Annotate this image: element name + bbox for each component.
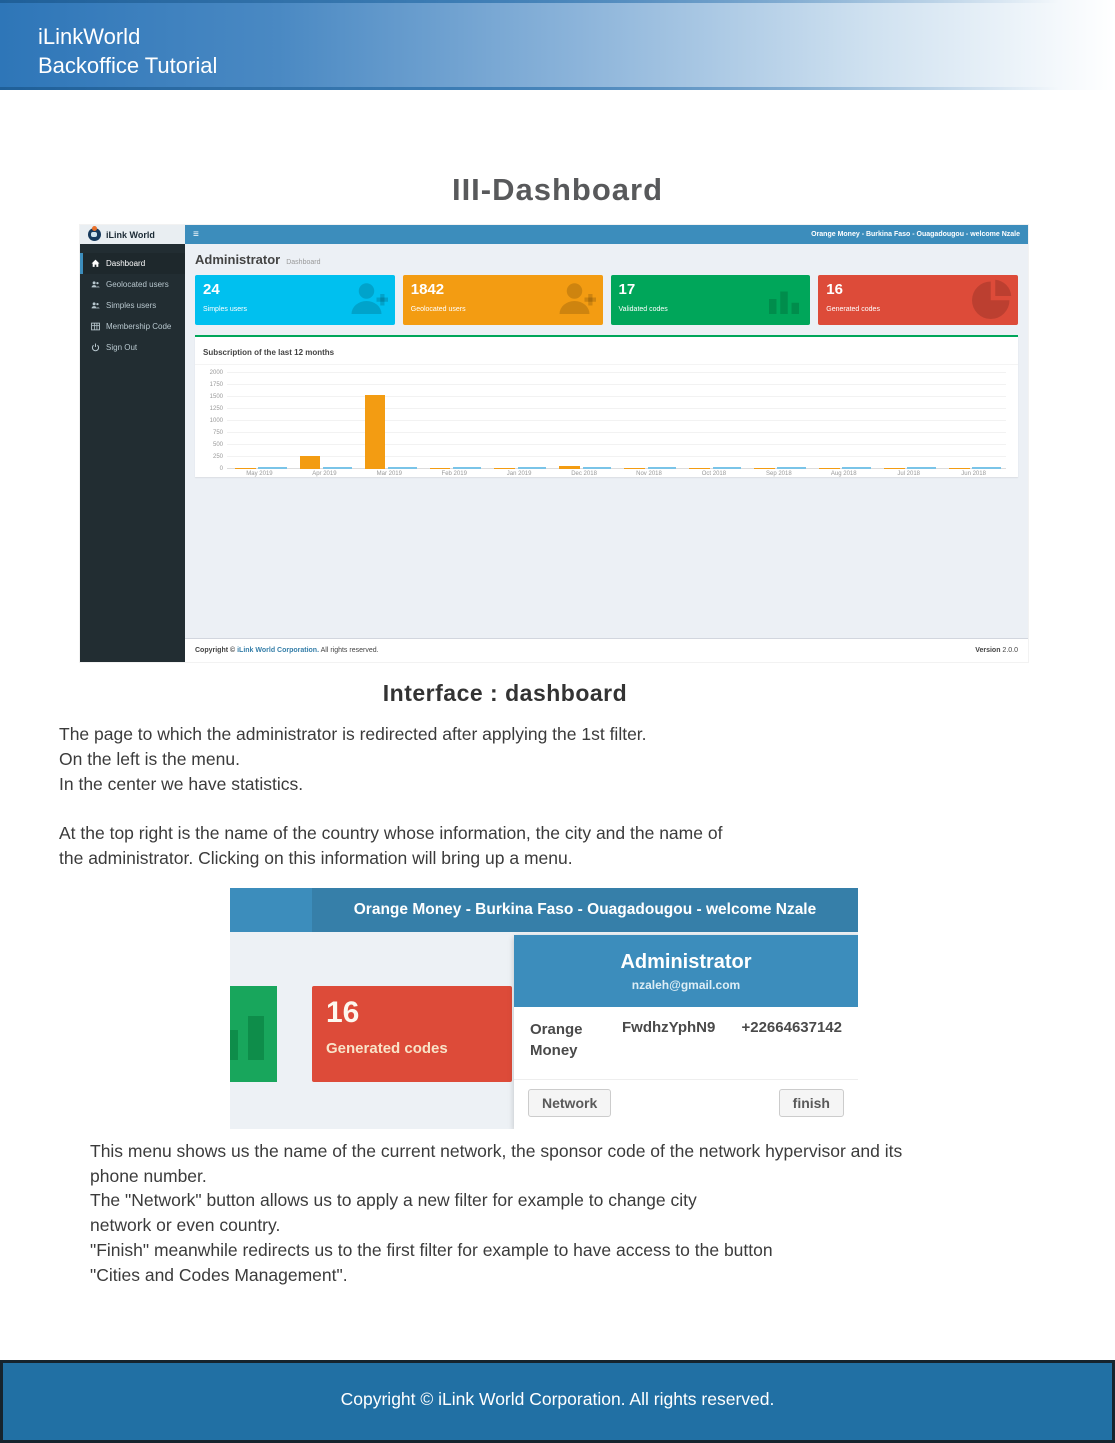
chart-slot-oct-2018 xyxy=(681,373,746,469)
ilink-globe-logo-icon xyxy=(88,228,101,241)
dashboard-footer xyxy=(185,638,1028,662)
x-axis-tick-label: Apr 2019 xyxy=(312,471,337,477)
bar-orange-bars xyxy=(300,456,321,469)
bar-orange-bars xyxy=(689,468,710,470)
bar-blue-bars xyxy=(648,467,677,469)
bar-chart xyxy=(209,370,1006,472)
bar-blue-bars xyxy=(258,467,287,469)
copyright-pre: Copyright © xyxy=(195,647,238,654)
y-axis-tick-label: 1750 xyxy=(209,382,223,388)
sidebar xyxy=(80,244,185,662)
home-icon xyxy=(91,259,100,268)
paragraph-2-line-1: At the top right is the name of the country whose information, the city and the name of xyxy=(59,823,723,843)
phone-number: +22664637142 xyxy=(741,1019,842,1036)
navbar xyxy=(80,225,1028,244)
x-axis-tick-label: Dec 2018 xyxy=(571,471,597,477)
bar-blue-bars xyxy=(972,467,1001,469)
header-line2: Backoffice Tutorial xyxy=(38,53,218,78)
y-axis-tick-label: 500 xyxy=(212,442,223,448)
bar-blue-bars xyxy=(323,467,352,469)
paragraph-2-line-2: the administrator. Clicking on this information will bring up a menu. xyxy=(59,848,573,868)
paragraph-3-line-6: "Cities and Codes Management". xyxy=(90,1264,348,1285)
stat-value: 17 xyxy=(618,281,636,298)
copyright-text xyxy=(195,647,379,654)
breadcrumb: Dashboard xyxy=(286,259,321,266)
chart-box xyxy=(195,335,1018,477)
navbar-main xyxy=(185,225,1028,244)
bar-orange-bars xyxy=(624,468,645,470)
paragraph-3-line-5: "Finish" meanwhile redirects us to the first filter for example to have access to the button xyxy=(90,1239,773,1260)
sidebar-item-label: Simples users xyxy=(106,301,157,310)
navbar-user-menu-toggle[interactable] xyxy=(312,888,858,932)
bar-chart-icon xyxy=(248,1016,264,1060)
stat-card-simples-users xyxy=(195,275,395,325)
bar-orange-bars xyxy=(559,466,580,469)
x-axis-tick-label: Nov 2018 xyxy=(636,471,662,477)
bar-orange-bars xyxy=(235,468,256,470)
dashboard-screenshot xyxy=(80,225,1028,662)
bar-chart-icon xyxy=(230,1030,238,1060)
bar-blue-bars xyxy=(713,467,742,469)
dropdown-header xyxy=(514,935,858,1007)
x-axis-tick-label: Oct 2018 xyxy=(701,471,727,477)
bar-orange-bars xyxy=(819,468,840,470)
network-name: Orange Money xyxy=(530,1021,583,1059)
table-icon xyxy=(91,322,100,331)
brand-name: iLink World xyxy=(106,229,155,240)
finish-button[interactable]: finish xyxy=(779,1089,844,1117)
generated-codes-card xyxy=(312,986,512,1082)
paragraph-1 xyxy=(59,722,647,797)
y-axis-tick-label: 1500 xyxy=(209,394,223,400)
user-menu-screenshot xyxy=(230,888,858,1129)
dropdown-footer xyxy=(514,1079,858,1126)
user-dropdown-menu xyxy=(514,935,858,1129)
bar-blue-bars xyxy=(907,467,936,469)
stat-label: Geolocated users xyxy=(410,306,466,313)
bar-orange-bars xyxy=(365,395,386,469)
stat-value: 16 xyxy=(826,281,843,298)
sidebar-item-membership-code[interactable] xyxy=(80,316,185,337)
paragraph-1-line-3: In the center we have statistics. xyxy=(59,774,304,794)
document-footer xyxy=(0,1360,1115,1443)
chart-x-axis-labels xyxy=(227,471,1006,477)
document-header xyxy=(0,0,1115,90)
page-heading xyxy=(195,252,1018,267)
stat-label: Generated codes xyxy=(326,1040,448,1057)
y-axis-tick-label: 0 xyxy=(219,466,223,472)
bar-orange-bars xyxy=(754,468,775,470)
y-axis-tick-label: 250 xyxy=(212,454,223,460)
sidebar-item-sign-out[interactable] xyxy=(80,337,185,358)
menu-body xyxy=(230,932,858,1129)
bar-blue-bars xyxy=(842,467,871,469)
x-axis-tick-label: Jul 2018 xyxy=(897,471,921,477)
paragraph-1-line-1: The page to which the administrator is redirected after applying the 1st filter. xyxy=(59,724,647,744)
page-title: Administrator xyxy=(195,252,281,267)
version-value: 2.0.0 xyxy=(1000,647,1018,654)
chart-slot-aug-2018 xyxy=(811,373,876,469)
sponsor-code: FwdhzYphN9 xyxy=(622,1019,716,1036)
main-content xyxy=(185,244,1028,662)
sidebar-item-label: Geolocated users xyxy=(106,280,169,289)
network-button[interactable]: Network xyxy=(528,1089,611,1117)
bar-blue-bars xyxy=(518,467,547,469)
chart-slot-jan-2019 xyxy=(487,373,552,469)
menu-navbar xyxy=(230,888,858,932)
dropdown-email: nzaleh@gmail.com xyxy=(631,978,741,992)
navbar-user-info[interactable]: Orange Money - Burkina Faso - Ouagadougou - welcome Nzale xyxy=(811,231,1020,238)
paragraph-2 xyxy=(59,821,722,871)
sidebar-item-geolocated-users[interactable] xyxy=(80,274,185,295)
chart-slot-jul-2018 xyxy=(876,373,941,469)
corporation-link[interactable]: iLink World Corporation. xyxy=(237,647,320,654)
bar-blue-bars xyxy=(388,467,417,469)
x-axis-tick-label: Aug 2018 xyxy=(830,471,857,477)
y-axis-tick-label: 750 xyxy=(212,430,223,436)
x-axis-tick-label: Sep 2018 xyxy=(765,471,792,477)
x-axis-tick-label: Feb 2019 xyxy=(441,471,467,477)
bar-orange-bars xyxy=(494,468,515,470)
users-icon xyxy=(91,301,100,310)
y-axis-tick-label: 1250 xyxy=(209,406,223,412)
stat-card-validated-codes xyxy=(611,275,811,325)
bar-blue-bars xyxy=(777,467,806,469)
footer-copyright: Copyright © iLink World Corporation. All rights reserved. xyxy=(340,1389,775,1409)
version-label: Version xyxy=(975,647,1001,654)
stat-label: Validated codes xyxy=(618,306,668,313)
chart-title: Subscription of the last 12 months xyxy=(203,348,335,357)
x-axis-tick-label: Jan 2019 xyxy=(506,471,532,477)
paragraph-1-line-2: On the left is the menu. xyxy=(59,749,240,769)
power-icon xyxy=(91,343,100,352)
copyright-post: All rights reserved. xyxy=(319,647,379,654)
hamburger-icon[interactable]: ≡ xyxy=(193,228,199,240)
chart-slot-dec-2018 xyxy=(552,373,617,469)
stat-card-generated-codes xyxy=(818,275,1018,325)
bar-chart-icon xyxy=(764,279,804,319)
navbar-user-info[interactable]: Orange Money - Burkina Faso - Ouagadougou - welcome Nzale xyxy=(353,901,817,918)
sidebar-item-label: Membership Code xyxy=(106,322,172,331)
bar-blue-bars xyxy=(583,467,612,469)
y-axis-tick-label: 1000 xyxy=(209,418,223,424)
bar-orange-bars xyxy=(884,468,905,470)
user-plus-icon xyxy=(349,279,389,319)
brand-logo-area[interactable] xyxy=(80,225,185,244)
chart-header xyxy=(195,337,1018,365)
chart-slot-feb-2019 xyxy=(422,373,487,469)
stat-value: 1842 xyxy=(410,281,445,298)
sidebar-item-dashboard[interactable] xyxy=(80,253,185,274)
header-line1: iLinkWorld xyxy=(38,24,141,49)
sidebar-item-simples-users[interactable] xyxy=(80,295,185,316)
sidebar-item-label: Sign Out xyxy=(106,343,138,352)
paragraph-3 xyxy=(90,1139,902,1287)
dashboard-body xyxy=(80,244,1028,662)
x-axis-tick-label: Mar 2019 xyxy=(376,471,402,477)
bar-orange-bars xyxy=(949,468,970,470)
validated-codes-card-fragment xyxy=(230,986,277,1082)
user-plus-icon xyxy=(557,279,597,319)
stat-card-geolocated-users xyxy=(403,275,603,325)
chart-slot-apr-2019 xyxy=(292,373,357,469)
paragraph-3-line-3: The "Network" button allows us to apply a new filter for example to change city xyxy=(90,1190,697,1211)
pie-chart-icon xyxy=(972,279,1012,319)
section-title: III-Dashboard xyxy=(451,172,664,207)
paragraph-3-line-2: phone number. xyxy=(90,1165,207,1186)
dropdown-network-row xyxy=(514,1007,858,1079)
bar-blue-bars xyxy=(453,467,482,469)
chart-slot-jun-2018 xyxy=(941,373,1006,469)
stat-value: 24 xyxy=(203,281,220,298)
interface-subtitle: Interface : dashboard xyxy=(382,680,628,706)
x-axis-tick-label: Jun 2018 xyxy=(961,471,986,477)
stat-cards-row xyxy=(195,275,1018,325)
users-icon xyxy=(91,280,100,289)
dropdown-title: Administrator xyxy=(620,951,752,973)
stat-value: 16 xyxy=(326,996,360,1029)
y-axis-tick-label: 2000 xyxy=(209,370,223,376)
chart-slot-sep-2018 xyxy=(746,373,811,469)
chart-slot-mar-2019 xyxy=(357,373,422,469)
paragraph-3-line-4: network or even country. xyxy=(90,1215,281,1236)
x-axis-tick-label: May 2019 xyxy=(246,471,273,477)
version-text xyxy=(975,647,1018,654)
stat-label: Generated codes xyxy=(826,306,880,313)
paragraph-3-line-1: This menu shows us the name of the current network, the sponsor code of the network hypervisor and its xyxy=(90,1141,903,1161)
stat-label: Simples users xyxy=(203,306,247,313)
sidebar-item-label: Dashboard xyxy=(106,259,146,268)
chart-slot-may-2019 xyxy=(227,373,292,469)
navbar-left-segment xyxy=(230,888,312,932)
chart-slot-nov-2018 xyxy=(617,373,682,469)
bar-orange-bars xyxy=(430,468,451,470)
